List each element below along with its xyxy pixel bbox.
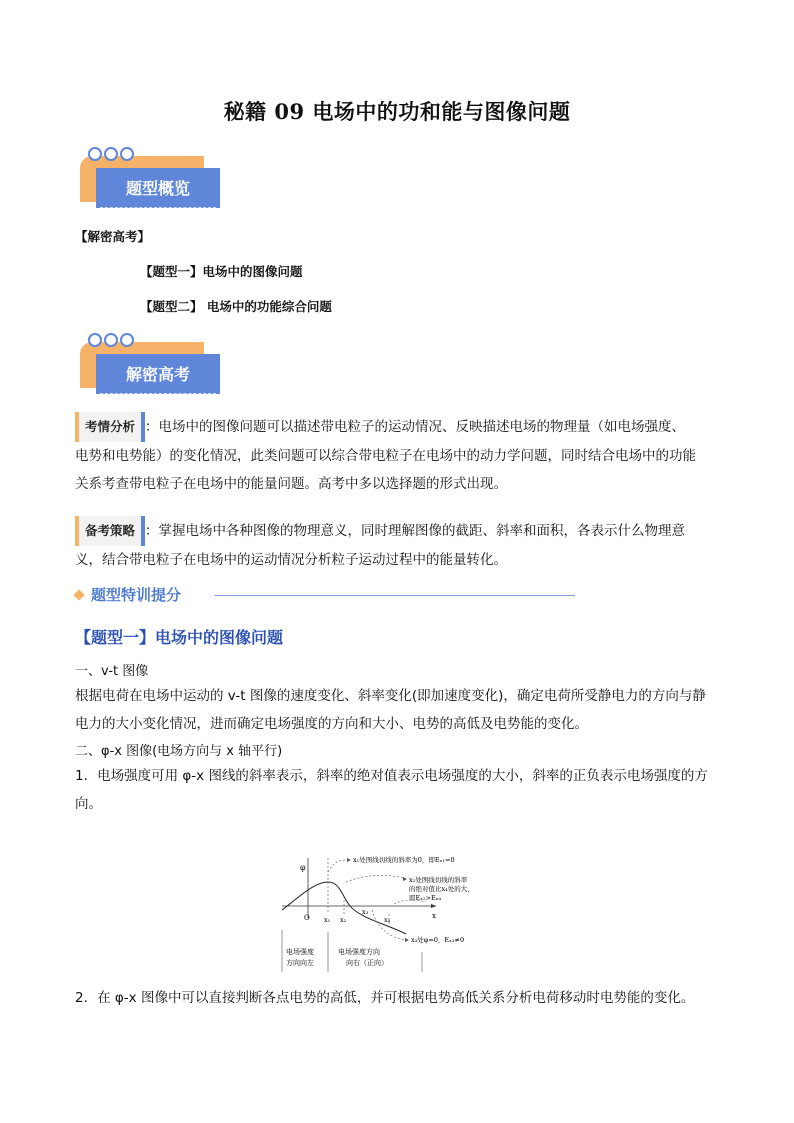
note-x2-line1: x₂处图线切线的斜率: [409, 876, 468, 884]
overview-header: 【解密高考】: [75, 229, 151, 244]
rings-icon: [88, 332, 136, 351]
y-axis-label: φ: [300, 863, 306, 872]
vt-line: 根据电荷在电场中运动的 v-t 图像的速度变化、斜率变化(即加速度变化)，确定电荷所受静电力的方向与静: [75, 688, 706, 704]
tick-x4: x₄: [384, 916, 391, 924]
note-x1: x₁处图线切线的斜率为0，即Eₓ₁=0: [353, 856, 455, 864]
beikao-line: ：掌握电场中各种图像的物理意义，同时理解图像的截距、斜率和面积，各表示什么物理意: [145, 523, 686, 539]
tick-x1: x₁: [324, 916, 331, 924]
section-badge-jiemi: [80, 334, 220, 398]
overview-item-2: 【题型二】 电场中的功能综合问题: [140, 299, 332, 314]
kaoqing-line: 关系考查带电粒子在电场中的能量问题。高考中多以选择题的形式出现。: [75, 476, 507, 492]
phix-line: 向。: [75, 796, 102, 812]
overview-item-1: 【题型一】电场中的图像问题: [140, 264, 303, 279]
section-heading: [75, 584, 181, 605]
kaoqing-tag: 考情分析: [75, 412, 145, 442]
vt-paragraph: [75, 682, 735, 738]
left-caption-line1: 电场强度: [286, 948, 314, 956]
left-caption-line2: 方向向左: [286, 959, 314, 967]
rings-icon: [88, 146, 136, 165]
phix-line: 1．电场强度可用 φ-x 图线的斜率表示，斜率的绝对值表示电场强度的大小，斜率的正负表示电场强度的方: [75, 768, 708, 784]
badge-label: 解密高考: [125, 365, 190, 384]
beikao-tag: 备考策略: [75, 516, 145, 546]
section-divider: [215, 595, 575, 596]
vt-line: 电力的大小变化情况，进而确定电场强度的方向和大小、电势的高低及电势能的变化。: [75, 716, 588, 732]
note-x3: x₃处φ=0，Eₓ₃≠0: [411, 936, 465, 944]
badge-label: 题型概览: [125, 179, 190, 198]
beikao-line: 义，结合带电粒子在电场中的运动情况分析粒子运动过程中的能量转化。: [75, 552, 507, 568]
kaoqing-paragraph: [75, 412, 735, 498]
phix-paragraph-2: 2．在 φ-x 图像中可以直接判断各点电势的高低，并可根据电势高低关系分析电荷移动时电势能的变化。: [75, 990, 695, 1006]
vt-heading: 一、v-t 图像: [75, 664, 149, 679]
phix-heading: 二、φ-x 图像(电场方向与 x 轴平行): [75, 744, 283, 759]
phix-paragraph-1: [75, 762, 735, 818]
kaoqing-line: 电势和电势能）的变化情况，此类问题可以综合带电粒子在电场中的动力学问题，同时结合电场中的功能: [75, 448, 696, 464]
right-caption-line1: 电场强度方向: [338, 948, 380, 956]
beikao-paragraph: [75, 516, 735, 574]
origin-label: O: [304, 914, 310, 922]
section-badge-overview: [80, 148, 220, 212]
tick-x3: x₃: [362, 908, 369, 916]
diamond-icon: [73, 589, 84, 600]
x-axis-label: x: [432, 912, 436, 920]
kaoqing-line: ：电场中的图像问题可以描述带电粒子的运动情况、反映描述电场的物理量（如电场强度、: [145, 419, 686, 435]
page-title: 秘籍 09 电场中的功和能与图像问题: [223, 99, 571, 124]
note-x2-line2: 的绝对值比x₄处的大，: [409, 885, 474, 893]
phi-x-figure: [276, 852, 516, 976]
right-caption-line2: 向右（正向）: [346, 959, 388, 967]
note-x2-line3: 即Eₓ₂>Eₓ₄: [409, 894, 442, 902]
tick-x2: x₂: [340, 916, 347, 924]
type1-heading: 【题型一】电场中的图像问题: [75, 628, 284, 647]
section-heading-label: 题型特训提分: [91, 586, 182, 604]
